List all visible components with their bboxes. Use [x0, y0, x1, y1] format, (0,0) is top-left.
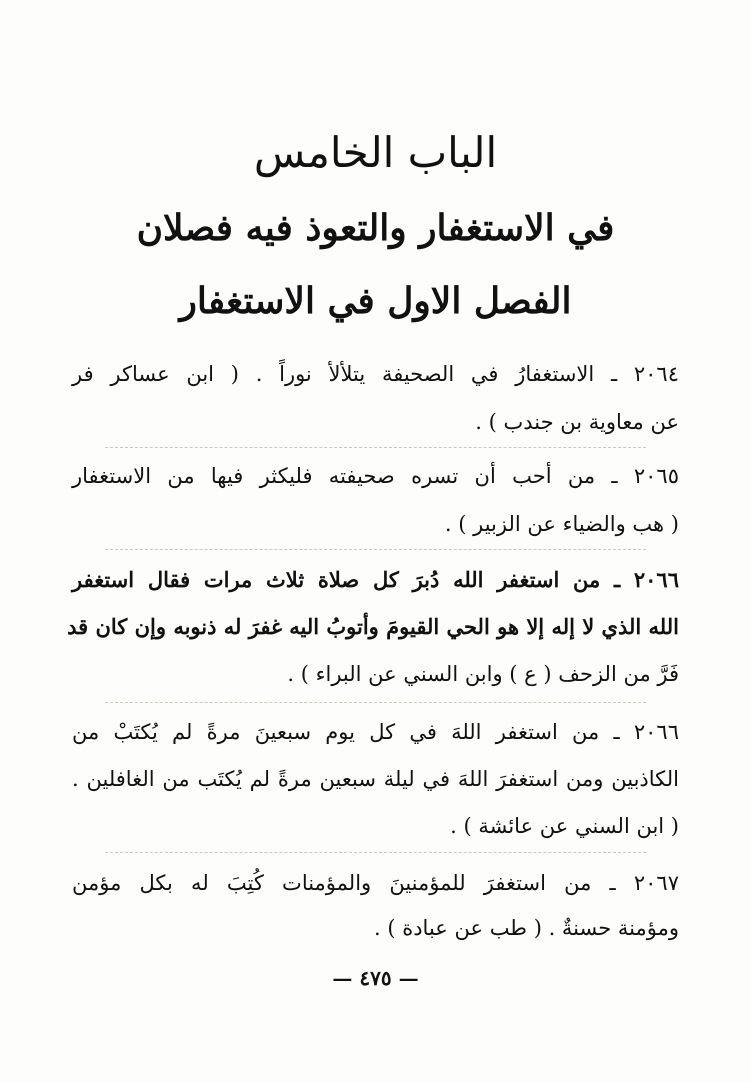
chapter-title: الباب الخامس [253, 128, 498, 177]
text-line: ٢٠٦٦ ـ من استغفر اللهَ في كل يوم سبعينَ مرةً لم يُكتَبْ من [72, 720, 679, 744]
text-line: فَرَّ من الزحف ( ع ) وابن السني عن البراء ) . [287, 662, 679, 686]
entry-divider [105, 549, 646, 550]
section-title: الفصل الاول في الاستغفار [179, 280, 572, 322]
text-line: ومؤمنة حسنةٌ . ( طب عن عبادة ) . [373, 916, 679, 940]
entry-divider [105, 852, 646, 853]
text-line: ( هب والضياء عن الزبير ) . [444, 512, 679, 536]
entry-divider [105, 702, 646, 703]
entry-divider [105, 447, 646, 448]
text-line: ٢٠٦٥ ـ من أحب أن تسره صحيفته فليكثر فيها من الاستغفار [72, 464, 679, 488]
text-line: ( ابن السني عن عائشة ) . [450, 814, 679, 838]
page-number: — ٤٧٥ — [332, 966, 419, 990]
text-line: ٢٠٦٦ ـ من استغفر الله دُبرَ كل صلاة ثلاث مرات فقال استغفر [72, 567, 679, 592]
text-line: الله الذي لا إله إلا هو الحي القيومَ وأتوبُ اليه غفرَ له ذنوبه وإن كان قد [67, 614, 679, 639]
text-line: عن معاوية بن جندب ) . [475, 410, 679, 434]
text-line: ٢٠٦٧ ـ من استغفرَ للمؤمنينَ والمؤمنات كُتِبَ له بكل مؤمن [72, 871, 679, 895]
chapter-subject: في الاستغفار والتعوذ فيه فصلان [136, 207, 615, 249]
text-line: ٢٠٦٤ ـ الاستغفارُ في الصحيفة يتلألأ نوراً . ( ابن عساكر فر [72, 362, 679, 386]
text-line: الكاذبين ومن استغفرَ اللهَ في ليلة سبعين مرةً لم يُكتَب من الغافلين . [72, 767, 679, 791]
